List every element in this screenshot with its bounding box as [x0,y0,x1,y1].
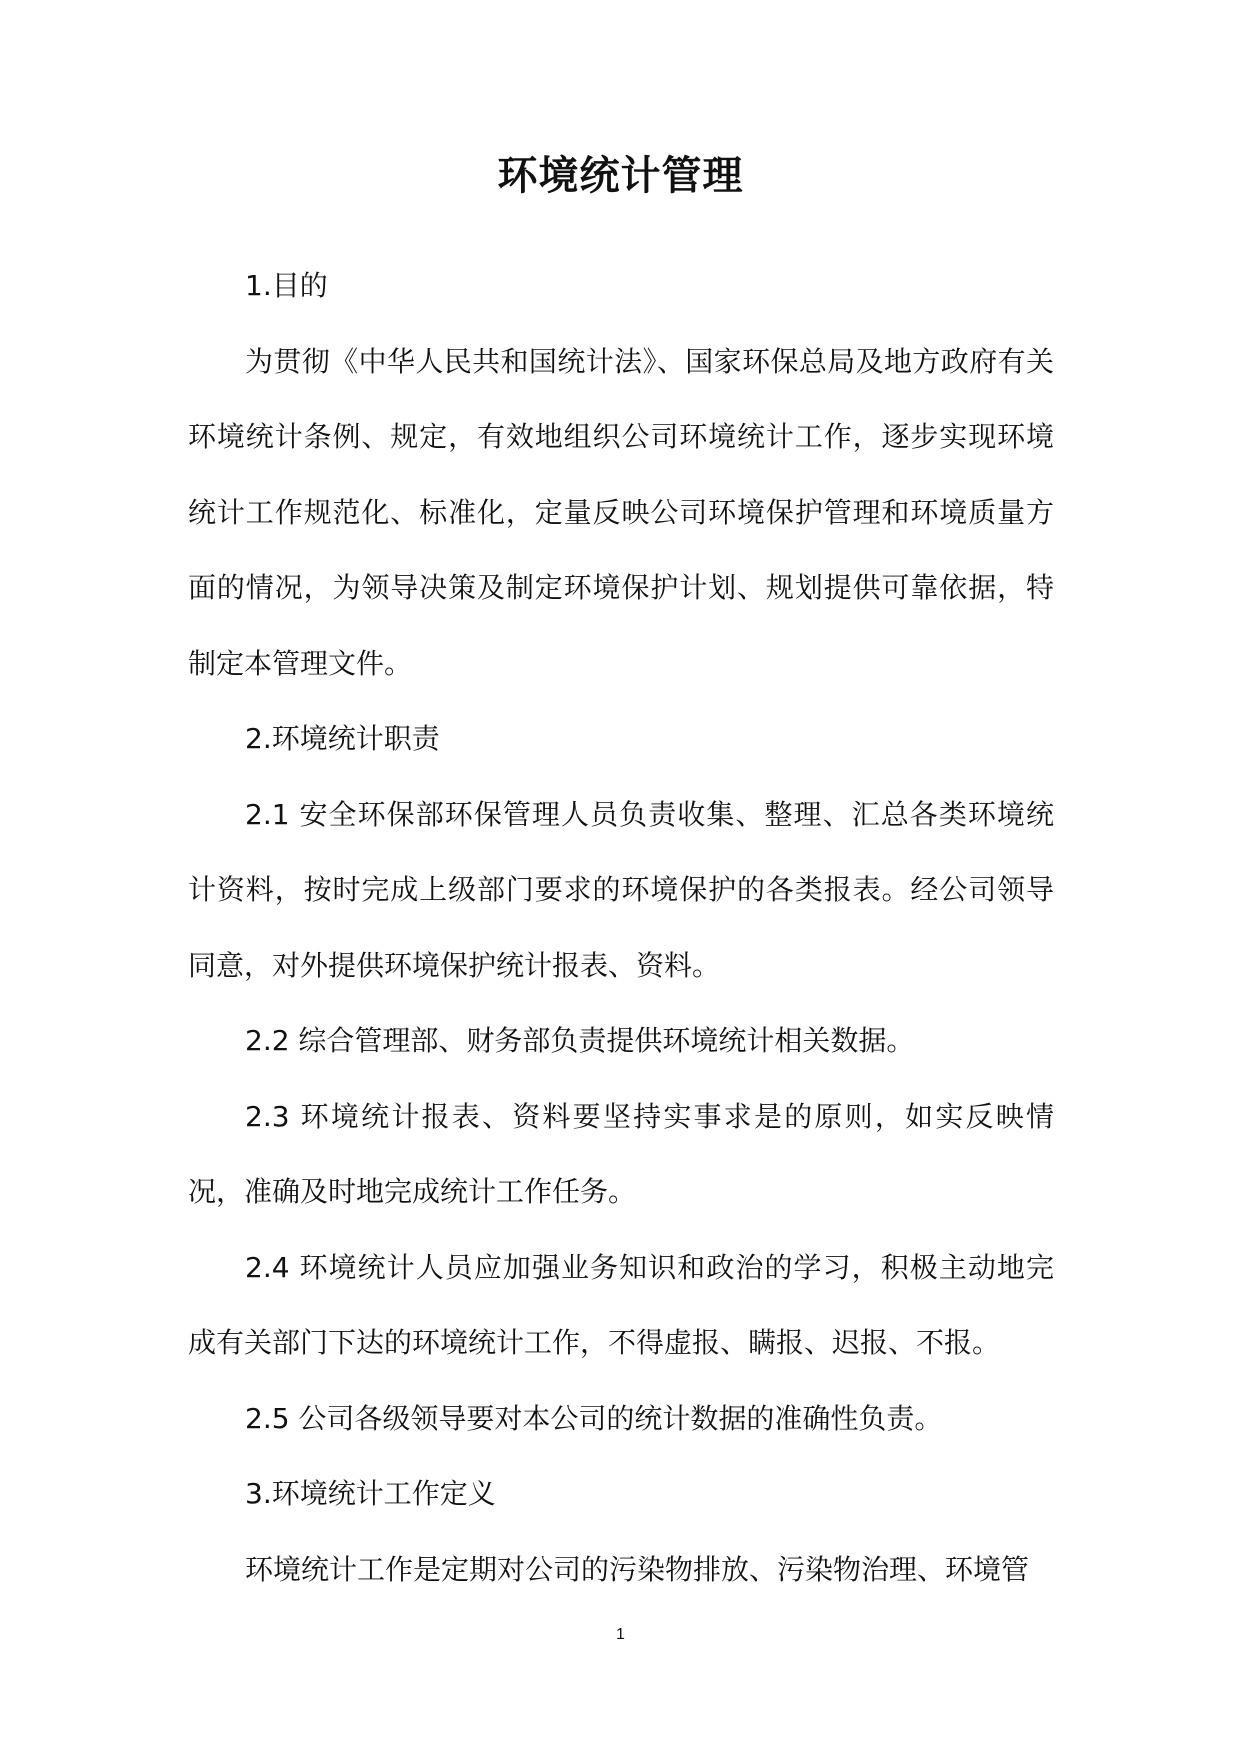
paragraph-2-5: 2.5 公司各级领导要对本公司的统计数据的准确性负责。 [245,1401,943,1435]
section-heading-responsibilities: 2.环境统计职责 [245,722,440,755]
paragraph-2-1: 2.1 安全环保部环保管理人员负责收集、整理、汇总各类环境统计资料，按时完成上级部门要求的环境保护的各类报表。经公司领导同意，对外提供环境保护统计报表、资料。 [188,797,1054,982]
page-number: 1 [616,1626,625,1643]
paragraph-2-3: 2.3 环境统计报表、资料要坚持实事求是的原则，如实反映情况，准确及时地完成统计工作任务。 [188,1099,1054,1208]
paragraph-2-4: 2.4 环境统计人员应加强业务知识和政治的学习，积极主动地完成有关部门下达的环境统计工作，不得虚报、瞒报、迟报、不报。 [188,1250,1054,1359]
paragraph-2-2: 2.2 综合管理部、财务部负责提供环境统计相关数据。 [245,1024,915,1057]
section-heading-definition: 3.环境统计工作定义 [245,1477,496,1510]
document-body [188,248,1054,1607]
paragraph-definition: 环境统计工作是定期对公司的污染物排放、污染物治理、环境管 [245,1552,1030,1586]
document-title: 环境统计管理 [497,152,744,199]
paragraph-purpose: 为贯彻《中华人民共和国统计法》、国家环保总局及地方政府有关环境统计条例、规定，有效地组织公司环境统计工作，逐步实现环境统计工作规范化、标准化，定量反映公司环境保护管理和环境质量方面的情况，为领导决策及制定环境保护计划、规划提供可靠依据，特制定本管理文件。 [188,344,1054,680]
section-heading-purpose: 1.目的 [245,269,328,302]
